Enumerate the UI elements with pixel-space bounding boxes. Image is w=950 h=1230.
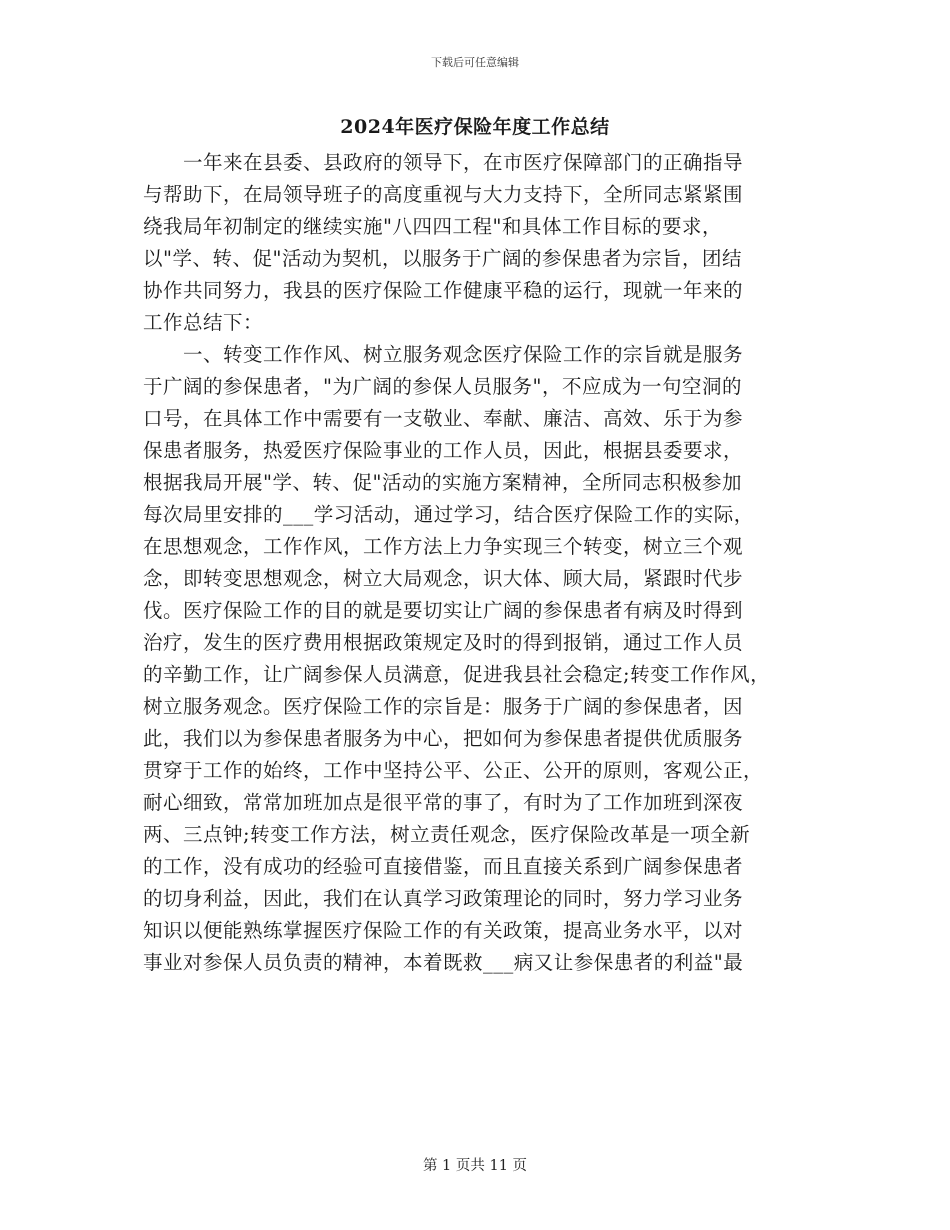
- body-line: 一年来在县委、县政府的领导下，在市医疗保障部门的正确指导: [143, 151, 744, 174]
- body-line: 口号，在具体工作中需要有一支敬业、奉献、廉洁、高效、乐于为参: [143, 407, 744, 430]
- body-line: 在思想观念，工作作风，工作方法上力争实现三个转变，树立三个观: [143, 535, 744, 558]
- body-line: 保患者服务，热爱医疗保险事业的工作人员，因此，根据县委要求，: [143, 439, 744, 462]
- body-line: 于广阔的参保患者，"为广阔的参保人员服务"，不应成为一句空洞的: [143, 375, 742, 398]
- document-title: 2024年医疗保险年度工作总结: [340, 116, 610, 138]
- body-line: 治疗，发生的医疗费用根据政策规定及时的得到报销，通过工作人员: [143, 631, 744, 654]
- body-line: 知识以便能熟练掌握医疗保险工作的有关政策，提高业务水平，以对: [143, 919, 744, 942]
- body-line: 事业对参保人员负责的精神，本着既救___病又让参保患者的利益"最: [143, 951, 744, 974]
- body-line: 以"学、转、促"活动为契机，以服务于广阔的参保患者为宗旨，团结: [143, 247, 742, 270]
- body-line: 工作总结下：: [143, 311, 264, 334]
- body-line: 绕我局年初制定的继续实施"八四四工程"和具体工作目标的要求，: [143, 215, 722, 238]
- page-number-footer: 第 1 页共 11 页: [422, 1158, 528, 1174]
- body-line: 树立服务观念。医疗保险工作的宗旨是：服务于广阔的参保患者，因: [143, 695, 744, 718]
- body-line: 伐。医疗保险工作的目的就是要切实让广阔的参保患者有病及时得到: [143, 599, 744, 622]
- body-line: 此，我们以为参保患者服务为中心，把如何为参保患者提供优质服务: [143, 727, 744, 750]
- body-line: 念，即转变思想观念，树立大局观念，识大体、顾大局，紧跟时代步: [143, 567, 744, 590]
- body-line: 与帮助下，在局领导班子的高度重视与大力支持下，全所同志紧紧围: [143, 183, 744, 206]
- body-line: 一、转变工作作风、树立服务观念医疗保险工作的宗旨就是服务: [143, 343, 744, 366]
- body-line: 根据我局开展"学、转、促"活动的实施方案精神，全所同志积极参加: [143, 471, 742, 494]
- document-body: [143, 147, 823, 979]
- body-line: 每次局里安排的___学习活动，通过学习，结合医疗保险工作的实际，: [143, 503, 754, 526]
- body-line: 耐心细致，常常加班加点是很平常的事了，有时为了工作加班到深夜: [143, 791, 744, 814]
- body-line: 的切身利益，因此，我们在认真学习政策理论的同时，努力学习业务: [143, 887, 744, 910]
- body-line: 协作共同努力，我县的医疗保险工作健康平稳的运行，现就一年来的: [143, 279, 744, 302]
- body-line: 两、三点钟;转变工作方法，树立责任观念，医疗保险改革是一项全新: [143, 823, 751, 846]
- body-line: 的工作，没有成功的经验可直接借鉴，而且直接关系到广阔参保患者: [143, 855, 744, 878]
- body-line: 的辛勤工作，让广阔参保人员满意，促进我县社会稳定;转变工作作风，: [143, 663, 771, 686]
- body-line: 贯穿于工作的始终，工作中坚持公平、公正、公开的原则，客观公正，: [143, 759, 764, 782]
- header-note: 下载后可任意编辑: [431, 56, 519, 69]
